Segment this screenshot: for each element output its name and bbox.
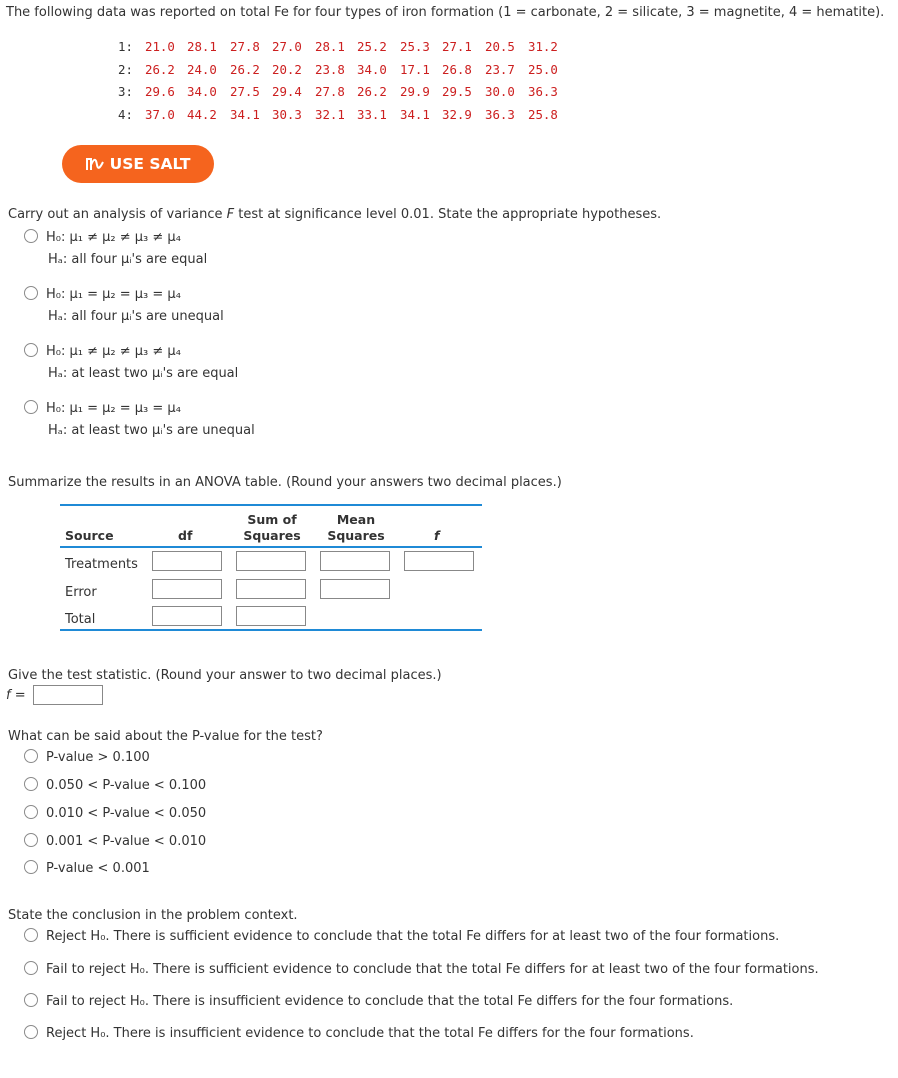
col-header-df: df (178, 528, 193, 543)
data-value: 28.1 (187, 39, 217, 54)
data-value: 20.5 (485, 39, 515, 54)
data-value: 31.2 (528, 39, 558, 54)
q2-prompt: Summarize the results in an ANOVA table. (Round your answers two decimal places.) (8, 475, 562, 490)
radio-button[interactable] (24, 860, 38, 874)
radio-button[interactable] (24, 777, 38, 791)
data-row-label: 2: (118, 61, 133, 77)
data-row-label: 1: (118, 39, 133, 54)
radio-button[interactable] (24, 286, 38, 300)
data-value: 17.1 (400, 61, 430, 77)
data-value: 29.4 (272, 84, 302, 99)
error-df-input[interactable] (152, 579, 222, 599)
table-rule-top (60, 504, 482, 506)
pvalue-option-label: P-value > 0.100 (46, 750, 150, 765)
data-value: 24.0 (187, 61, 217, 77)
conclusion-option[interactable] (24, 993, 733, 1009)
radio-button[interactable] (24, 928, 38, 942)
data-value: 32.1 (315, 106, 345, 122)
data-value: 25.0 (528, 61, 558, 77)
data-value: 32.9 (442, 106, 472, 122)
data-row-label: 4: (118, 106, 133, 122)
conclusion-option[interactable] (24, 961, 819, 977)
pvalue-option-label: 0.050 < P-value < 0.100 (46, 778, 207, 793)
total-ss-input[interactable] (236, 606, 306, 626)
total-df-input[interactable] (152, 606, 222, 626)
table-rule-bottom (60, 629, 482, 631)
pvalue-option-label: P-value < 0.001 (46, 861, 150, 876)
pvalue-option-label: 0.010 < P-value < 0.050 (46, 806, 207, 821)
data-value: 27.1 (442, 39, 472, 54)
conclusion-option-label: Fail to reject H₀. There is insufficient evidence to conclude that the total Fe differs for the four formations. (46, 994, 734, 1009)
h0-text: H₀: μ₁ ≠ μ₂ ≠ μ₃ ≠ μ₄ (46, 230, 181, 245)
radio-button[interactable] (24, 961, 38, 975)
data-value: 29.5 (442, 84, 472, 99)
data-value: 34.0 (357, 61, 387, 77)
hypothesis-option[interactable] (24, 286, 181, 302)
treatments-ss-input[interactable] (236, 551, 306, 571)
f-label: f = (6, 688, 26, 703)
data-value: 29.6 (145, 84, 175, 99)
treatments-f-input[interactable] (404, 551, 474, 571)
data-value: 25.3 (400, 39, 430, 54)
salt-logo-icon (86, 156, 104, 172)
treatments-ms-input[interactable] (320, 551, 390, 571)
data-value: 34.1 (230, 106, 260, 122)
data-value: 26.2 (145, 61, 175, 77)
data-row-label: 3: (118, 84, 133, 99)
radio-button[interactable] (24, 805, 38, 819)
treatments-df-input[interactable] (152, 551, 222, 571)
pvalue-option[interactable] (24, 749, 150, 765)
radio-button[interactable] (24, 229, 38, 243)
pvalue-option[interactable] (24, 833, 206, 849)
conclusion-option[interactable] (24, 1025, 694, 1041)
radio-button[interactable] (24, 343, 38, 357)
data-value: 25.2 (357, 39, 387, 54)
data-value: 37.0 (145, 106, 175, 122)
q1-prompt: Carry out an analysis of variance F test at significance level 0.01. State the appropriate hypotheses. (8, 207, 662, 222)
radio-button[interactable] (24, 1025, 38, 1039)
row-label-total: Total (65, 612, 96, 627)
data-value: 29.9 (400, 84, 430, 99)
conclusion-option-label: Reject H₀. There is sufficient evidence to conclude that the total Fe differs for at least two of the four formations. (46, 929, 780, 944)
col-header-ms: Mean Squares (327, 512, 385, 543)
h0-text: H₀: μ₁ = μ₂ = μ₃ = μ₄ (46, 287, 181, 302)
data-value: 34.1 (400, 106, 430, 122)
radio-button[interactable] (24, 993, 38, 1007)
pvalue-option[interactable] (24, 860, 150, 876)
data-value: 30.3 (272, 106, 302, 122)
row-label-error: Error (65, 585, 97, 600)
data-value: 30.0 (485, 84, 515, 99)
f-statistic-input[interactable] (33, 685, 103, 705)
ha-text: Hₐ: at least two μᵢ's are unequal (48, 423, 255, 438)
pvalue-option[interactable] (24, 777, 206, 793)
hypothesis-option[interactable] (24, 343, 181, 359)
data-value: 27.0 (272, 39, 302, 54)
data-value: 23.7 (485, 61, 515, 77)
data-value: 27.8 (315, 84, 345, 99)
data-value: 36.3 (485, 106, 515, 122)
data-value: 23.8 (315, 61, 345, 77)
table-rule-mid (60, 546, 482, 548)
radio-button[interactable] (24, 400, 38, 414)
q3-prompt: Give the test statistic. (Round your answer to two decimal places.) (8, 668, 442, 683)
h0-text: H₀: μ₁ ≠ μ₂ ≠ μ₃ ≠ μ₄ (46, 344, 181, 359)
error-ms-input[interactable] (320, 579, 390, 599)
error-ss-input[interactable] (236, 579, 306, 599)
radio-button[interactable] (24, 833, 38, 847)
col-header-ss: Sum of Squares (243, 512, 301, 543)
data-value: 26.2 (230, 61, 260, 77)
ha-text: Hₐ: all four μᵢ's are unequal (48, 309, 224, 324)
data-value: 28.1 (315, 39, 345, 54)
col-header-source: Source (65, 528, 114, 543)
data-value: 44.2 (187, 106, 217, 122)
q5-prompt: State the conclusion in the problem context. (8, 908, 298, 923)
col-header-f: f (434, 528, 440, 543)
pvalue-option[interactable] (24, 805, 206, 821)
conclusion-option[interactable] (24, 928, 779, 944)
conclusion-option-label: Reject H₀. There is insufficient evidence to conclude that the total Fe differs for the four formations. (46, 1026, 694, 1041)
data-value: 26.8 (442, 61, 472, 77)
hypothesis-option[interactable] (24, 229, 181, 245)
ha-text: Hₐ: at least two μᵢ's are equal (48, 366, 239, 381)
use-salt-button[interactable] (62, 145, 214, 183)
data-value: 26.2 (357, 84, 387, 99)
pvalue-option-label: 0.001 < P-value < 0.010 (46, 834, 207, 849)
radio-button[interactable] (24, 749, 38, 763)
conclusion-option-label: Fail to reject H₀. There is sufficient evidence to conclude that the total Fe differs for at least two of the four formations. (46, 962, 819, 977)
data-value: 27.5 (230, 84, 260, 99)
ha-text: Hₐ: all four μᵢ's are equal (48, 252, 208, 267)
data-value: 25.8 (528, 106, 558, 122)
q4-prompt: What can be said about the P-value for the test? (8, 729, 323, 744)
data-value: 20.2 (272, 61, 302, 77)
h0-text: H₀: μ₁ = μ₂ = μ₃ = μ₄ (46, 401, 181, 416)
data-value: 21.0 (145, 39, 175, 54)
problem-intro: The following data was reported on total Fe for four types of iron formation (1 = carbonate, 2 = silicate, 3 = magnetite, 4 = hematite). (6, 5, 885, 20)
data-value: 36.3 (528, 84, 558, 99)
row-label-treatments: Treatments (65, 557, 138, 572)
hypothesis-option[interactable] (24, 400, 181, 416)
data-value: 27.8 (230, 39, 260, 54)
data-value: 33.1 (357, 106, 387, 122)
salt-button-label: USE SALT (109, 155, 191, 173)
data-value: 34.0 (187, 84, 217, 99)
